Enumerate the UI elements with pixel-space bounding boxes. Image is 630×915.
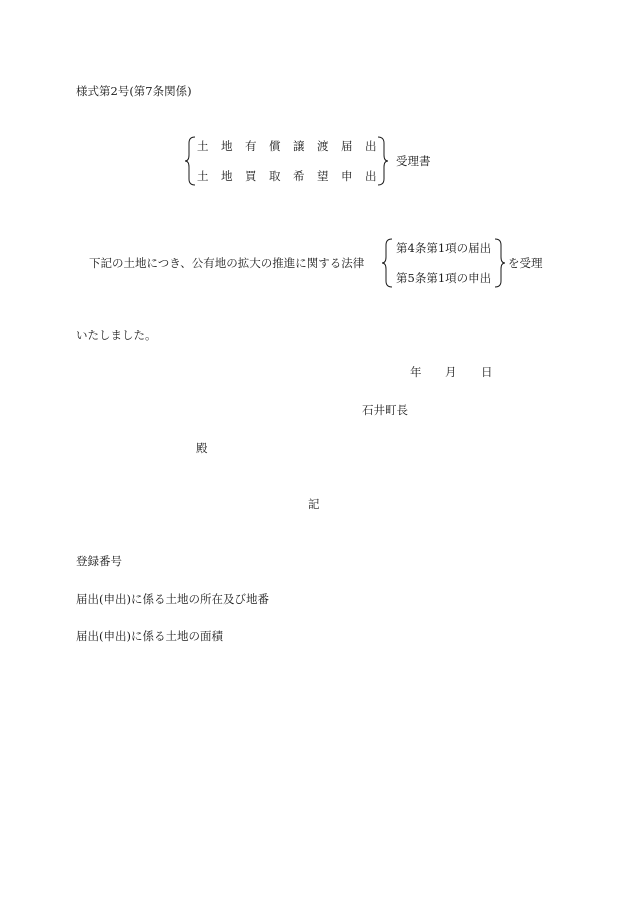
- left-brace-icon: [381, 238, 393, 288]
- right-brace-icon: [377, 136, 389, 186]
- date-month: 月: [445, 365, 457, 379]
- form-number: 様式第2号(第7条関係): [76, 84, 192, 98]
- issuer: 石井町長: [362, 403, 408, 417]
- body-option-1: 第4条第1項の届出: [396, 241, 492, 255]
- field-land-area: 届出(申出)に係る土地の面積: [76, 629, 223, 643]
- body-suffix: を受理: [508, 256, 543, 270]
- field-registration-number: 登録番号: [76, 554, 122, 568]
- field-land-location: 届出(申出)に係る土地の所在及び地番: [76, 592, 269, 606]
- ki-heading: 記: [308, 497, 320, 511]
- date-day: 日: [481, 365, 493, 379]
- date-year: 年: [410, 365, 422, 379]
- body-prefix: 下記の土地につき、公有地の拡大の推進に関する法律: [89, 256, 365, 270]
- title-suffix: 受理書: [396, 154, 431, 168]
- addressee-suffix: 殿: [196, 441, 208, 455]
- right-brace-icon: [494, 238, 506, 288]
- left-brace-icon: [184, 136, 196, 186]
- body-continuation: いたしました。: [76, 328, 157, 342]
- body-option-2: 第5条第1項の申出: [396, 271, 492, 285]
